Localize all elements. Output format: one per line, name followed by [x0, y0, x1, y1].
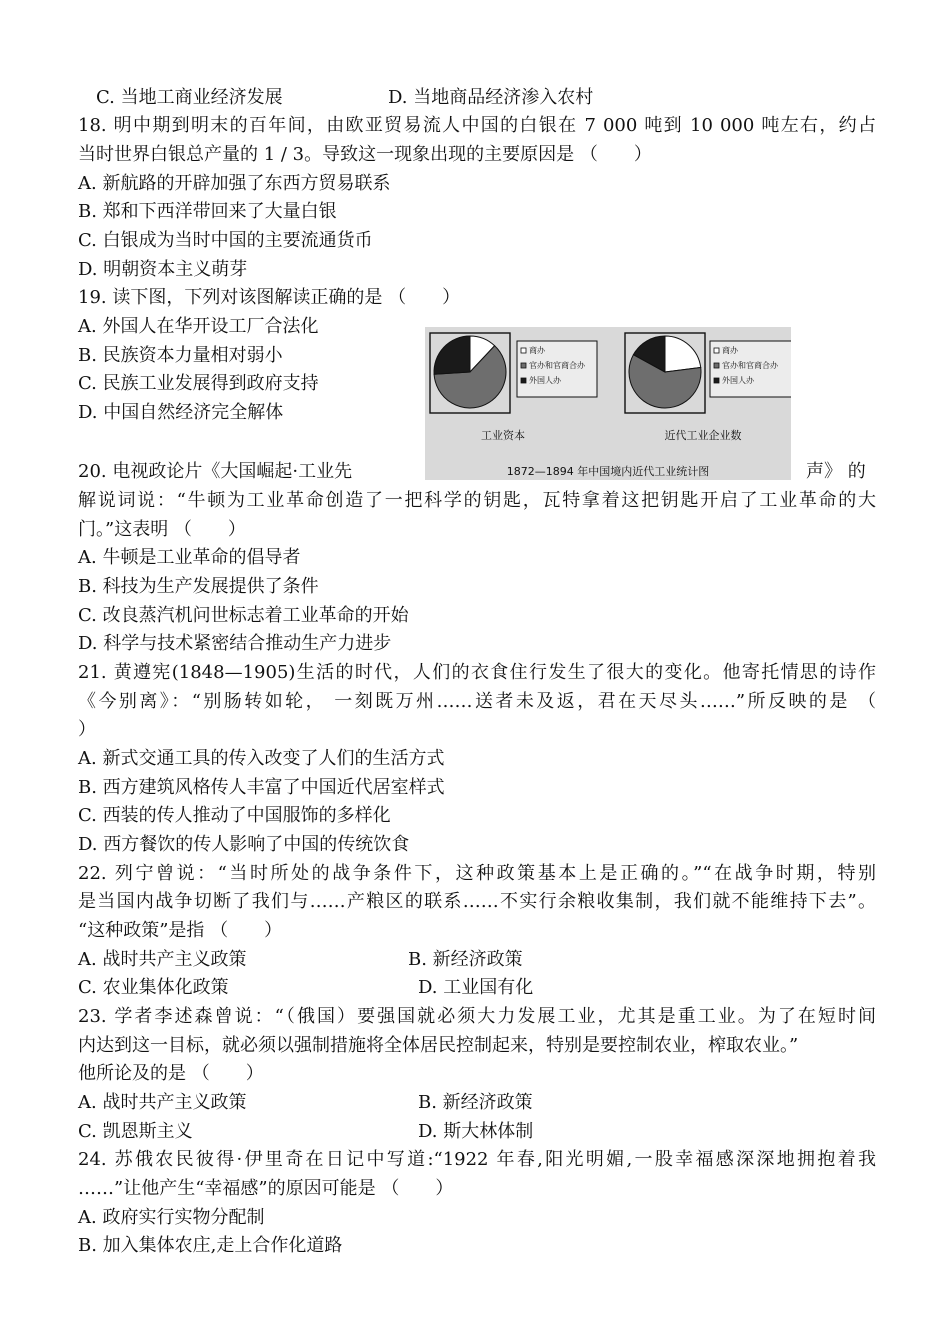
q22-stem-line1: 22. 列宁曾说：“当时所处的战争条件下，这种政策基本上是正确的。”“在战争时期，特别	[78, 863, 876, 884]
q18-stem-line2: 当时世界白银总产量的 1 / 3。导致这一现象出现的主要原因是 （ ）	[78, 144, 652, 165]
q22-option-b: B. 新经济政策	[408, 949, 523, 970]
q21-option-b: B. 西方建筑风格传人丰富了中国近代居室样式	[78, 777, 445, 798]
q21-option-a: A. 新式交通工具的传入改变了人们的生活方式	[78, 748, 445, 769]
q18-option-a: A. 新航路的开辟加强了东西方贸易联系	[78, 173, 391, 194]
q24-option-a: A. 政府实行实物分配制	[78, 1207, 265, 1228]
legend-entry-2-2: 官办和官商合办	[722, 361, 778, 370]
q20-stem-line1a: 20. 电视政论片《大国崛起·工业先	[78, 461, 353, 482]
pie-label-1: 工业资本	[481, 429, 525, 442]
q17-option-d: D. 当地商品经济渗入农村	[388, 87, 594, 108]
q18-option-b: B. 郑和下西洋带回来了大量白银	[78, 201, 337, 222]
legend-entry-1-1: 商办	[529, 346, 545, 355]
q24-option-b: B. 加入集体农庄,走上合作化道路	[78, 1235, 343, 1256]
q23-option-b: B. 新经济政策	[418, 1092, 533, 1113]
legend-swatch-1-2	[521, 363, 526, 368]
q19-option-b: B. 民族资本力量相对弱小	[78, 345, 283, 366]
q21-stem-line2: 《今别离》：“别肠转如轮， 一刻既万州……送者未及返，君在天尽头……”所反映的是 （	[78, 691, 876, 712]
legend-entry-2-1: 商办	[722, 346, 738, 355]
legend-swatch-2-3	[714, 378, 719, 383]
q23-option-a: A. 战时共产主义政策	[78, 1092, 247, 1113]
legend-swatch-2-2	[714, 363, 719, 368]
q21-stem-line1: 21. 黄遵宪(1848—1905)生活的时代，人们的衣食住行发生了很大的变化。他寄托情思的诗作	[78, 662, 876, 683]
q20-stem-line2: 解说词说：“牛顿为工业革命创造了一把科学的钥匙，瓦特拿着这把钥匙开启了工业革命的大	[78, 490, 876, 511]
q20-option-d: D. 科学与技术紧密结合推动生产力进步	[78, 633, 392, 654]
q18-option-c: C. 白银成为当时中国的主要流通货币	[78, 230, 373, 251]
q21-stem-line3: ）	[78, 719, 96, 740]
q19-stem: 19. 读下图，下列对该图解读正确的是 （ ）	[78, 287, 461, 308]
q22-stem-line2: 是当国内战争切断了我们与……产粮区的联系……不实行余粮收集制，我们就不能维持下去”。	[78, 891, 876, 912]
q18-stem-line1: 18. 明中期到明末的百年间，由欧亚贸易流人中国的白银在 7 000 吨到 10 000 吨左右，约占	[78, 115, 876, 136]
pie-label-2: 近代工业企业数	[664, 429, 742, 442]
q23-option-c: C. 凯恩斯主义	[78, 1121, 193, 1142]
q22-option-c: C. 农业集体化政策	[78, 977, 229, 998]
q19-option-d: D. 中国自然经济完全解体	[78, 402, 284, 423]
q24-stem-line1: 24. 苏俄农民彼得·伊里奇在日记中写道:“1922 年春,阳光明媚,一股幸福感深深地拥抱着我	[78, 1149, 876, 1170]
q20-stem-line1b: 声》 的	[806, 461, 866, 482]
q20-stem-line3: 门。”这表明 （ ）	[78, 519, 246, 540]
q23-option-d: D. 斯大林体制	[418, 1121, 534, 1142]
legend-swatch-1-1	[521, 348, 526, 353]
q23-stem-line3: 他所论及的是 （ ）	[78, 1063, 264, 1084]
q19-option-a: A. 外国人在华开设工厂合法化	[78, 316, 319, 337]
legend-entry-1-2: 官办和官商合办	[529, 361, 585, 370]
q17-option-c: C. 当地工商业经济发展	[96, 87, 283, 108]
legend-swatch-2-1	[714, 348, 719, 353]
q21-option-c: C. 西装的传人推动了中国服饰的多样化	[78, 805, 391, 826]
q24-stem-line2: ……”让他产生“幸福感”的原因可能是 （ ）	[78, 1178, 454, 1199]
figure-caption: 1872—1894 年中国境内近代工业统计图	[506, 465, 710, 478]
legend-entry-2-3: 外国人办	[722, 376, 754, 385]
q22-stem-line3: “这种政策”是指 （ ）	[78, 920, 283, 941]
q20-option-b: B. 科技为生产发展提供了条件	[78, 576, 319, 597]
q20-option-a: A. 牛顿是工业革命的倡导者	[78, 547, 301, 568]
industry-statistics-figure	[425, 327, 791, 480]
q23-stem-line1: 23. 学者李述森曾说：“（俄国）要强国就必须大力发展工业，尤其是重工业。为了在短时间	[78, 1006, 876, 1027]
q22-option-d: D. 工业国有化	[418, 977, 534, 998]
q20-option-c: C. 改良蒸汽机问世标志着工业革命的开始	[78, 605, 409, 626]
q23-stem-line2: 内达到这一目标，就必须以强制措施将全体居民控制起来，特别是要控制农业，榨取农业。”	[78, 1035, 799, 1056]
legend-entry-1-3: 外国人办	[529, 376, 561, 385]
q22-option-a: A. 战时共产主义政策	[78, 949, 247, 970]
q19-option-c: C. 民族工业发展得到政府支持	[78, 373, 319, 394]
q18-option-d: D. 明朝资本主义萌芽	[78, 259, 248, 280]
legend-swatch-1-3	[521, 378, 526, 383]
q21-option-d: D. 西方餐饮的传人影响了中国的传统饮食	[78, 834, 410, 855]
